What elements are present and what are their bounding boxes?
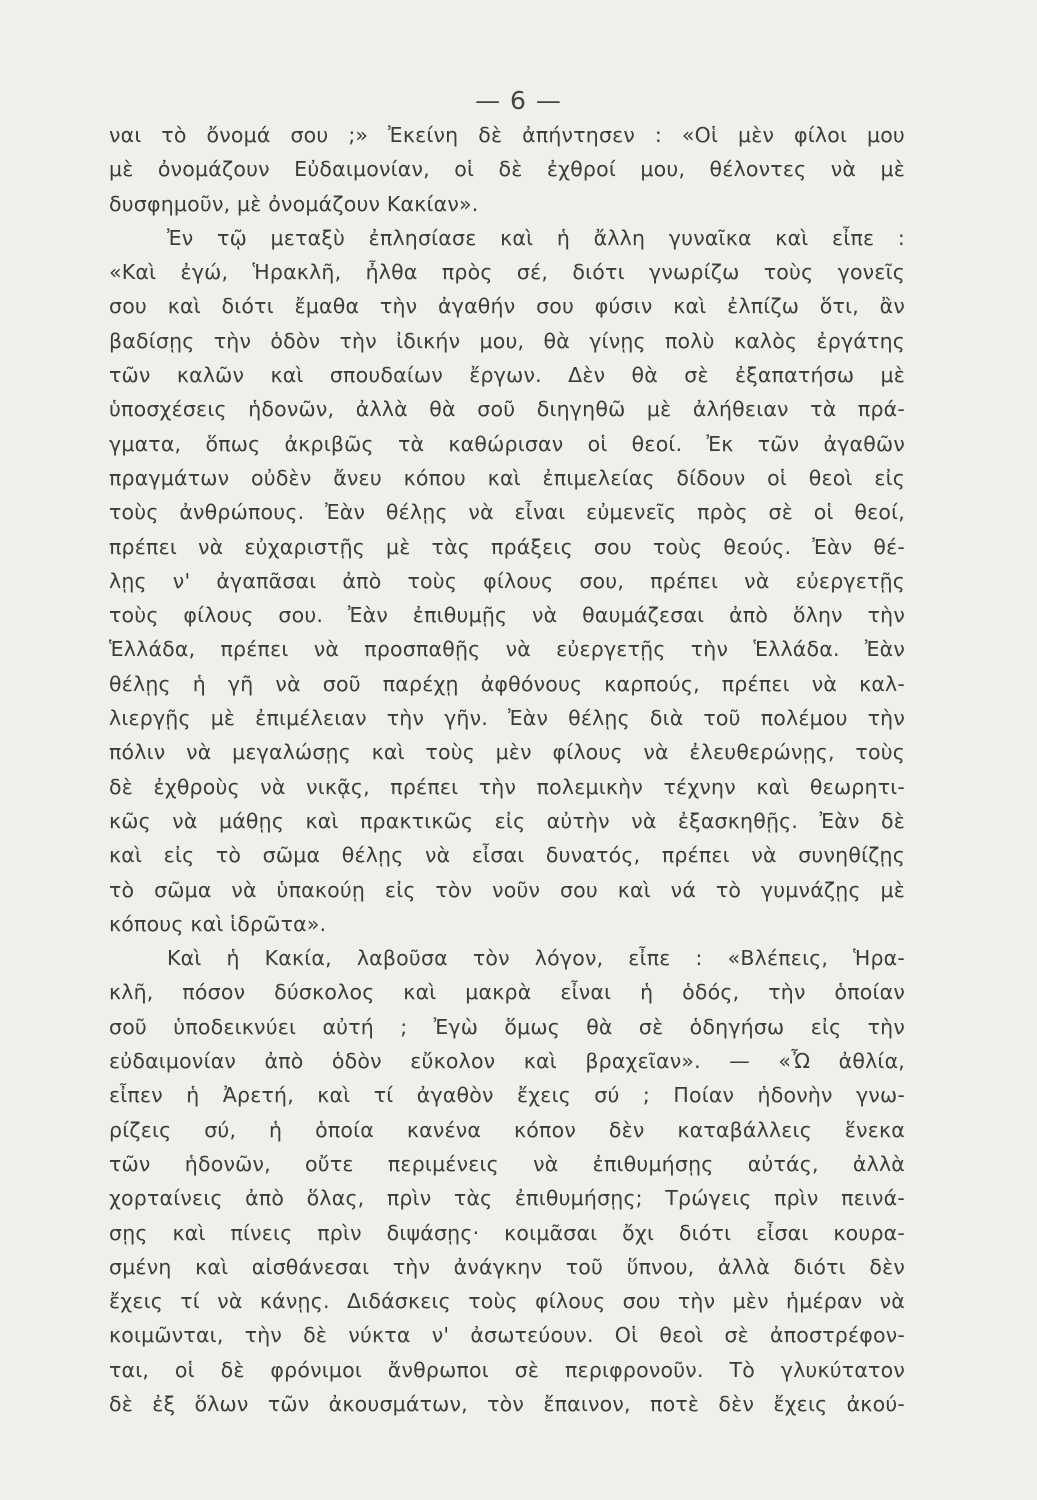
text-line: δυσφημοῦν, μὲ ὀνομάζουν Κακίαν». — [109, 191, 479, 216]
text-line: σμένη καὶ αἰσθάνεσαι τὴν ἀνάγκην τοῦ ὕπνου, ἀλλὰ διότι δὲν — [109, 1254, 905, 1279]
text-line: ναι τὸ ὄνομά σου ;» Ἐκείνη δὲ ἀπήντησεν : «Οἱ μὲν φίλοι μου — [109, 123, 905, 147]
text-line: ται, οἱ δὲ φρόνιμοι ἄνθρωποι σὲ περιφρονοῦν. Τὸ γλυκύτατον — [109, 1357, 905, 1382]
text-line: κοιμῶνται, τὴν δὲ νύκτα ν' ἀσωτεύουν. Οἱ θεοὶ σὲ ἀποστρέφον- — [109, 1323, 905, 1348]
text-line: Ἐν τῷ μεταξὺ ἐπλησίασε καὶ ἡ ἄλλη γυναῖκα καὶ εἶπε : — [167, 225, 905, 250]
text-line: βαδίσῃς τὴν ὁδὸν τὴν ἰδικήν μου, θὰ γίνῃς πολὺ καλὸς ἐργάτης — [109, 328, 905, 353]
text-line: λῃς ν' ἀγαπᾶσαι ἀπὸ τοὺς φίλους σου, πρέπει νὰ εὐεργετῇς — [109, 568, 905, 593]
text-line: τὸ σῶμα νὰ ὑπακούῃ εἰς τὸν νοῦν σου καὶ νά τὸ γυμνάζῃς μὲ — [109, 877, 905, 902]
text-line: ρίζεις σύ, ἡ ὁποία κανένα κόπον δὲν καταβάλλεις ἕνεκα — [109, 1117, 905, 1142]
text-line: λιεργῇς μὲ ἐπιμέλειαν τὴν γῆν. Ἐὰν θέλῃς διὰ τοῦ πολέμου τὴν — [109, 706, 905, 731]
text-line: ἔχεις τί νὰ κάνῃς. Διδάσκεις τοὺς φίλους σου τὴν μὲν ἡμέραν νὰ — [109, 1289, 905, 1314]
body-text — [109, 118, 905, 1421]
text-line: μὲ ὀνομάζουν Εὐδαιμονίαν, οἱ δὲ ἐχθροί μου, θέλοντες νὰ μὲ — [109, 157, 905, 182]
text-line: Καὶ ἡ Κακία, λαβοῦσα τὸν λόγον, εἶπε : «Βλέπεις, Ἡρα- — [167, 946, 905, 971]
text-line: καὶ εἰς τὸ σῶμα θέλῃς νὰ εἶσαι δυνατός, πρέπει νὰ συνηθίζῃς — [109, 843, 905, 868]
text-line: κόπους καὶ ἱδρῶτα». — [109, 911, 327, 936]
text-line: δὲ ἐχθροὺς νὰ νικᾷς, πρέπει τὴν πολεμικὴν τέχνην καὶ θεωρητι- — [109, 774, 905, 799]
text-line: χορταίνεις ἀπὸ ὅλας, πρὶν τὰς ἐπιθυμήσῃς; Τρώγεις πρὶν πεινά- — [109, 1186, 905, 1211]
text-line: «Καὶ ἐγώ, Ἡρακλῆ, ἦλθα πρὸς σέ, διότι γνωρίζω τοὺς γονεῖς — [109, 260, 905, 285]
text-line: θέλῃς ἡ γῆ νὰ σοῦ παρέχῃ ἀφθόνους καρπούς, πρέπει νὰ καλ- — [109, 671, 905, 696]
page-number: — 6 — — [475, 86, 562, 115]
text-line: τοὺς φίλους σου. Ἐὰν ἐπιθυμῇς νὰ θαυμάζεσαι ἀπὸ ὅλην τὴν — [109, 603, 905, 628]
text-line: τοὺς ἀνθρώπους. Ἐὰν θέλῃς νὰ εἶναι εὐμενεῖς πρὸς σὲ οἱ θεοί, — [109, 500, 905, 525]
text-line: τῶν ἡδονῶν, οὔτε περιμένεις νὰ ἐπιθυμήσῃς αὐτάς, ἀλλὰ — [109, 1151, 905, 1176]
text-line: σου καὶ διότι ἔμαθα τὴν ἀγαθήν σου φύσιν καὶ ἐλπίζω ὅτι, ἂν — [109, 294, 905, 319]
text-line: εὐδαιμονίαν ἀπὸ ὁδὸν εὔκολον καὶ βραχεῖαν». — «Ὦ ἀθλία, — [109, 1049, 905, 1074]
text-line: σοῦ ὑποδεικνύει αὐτή ; Ἐγὼ ὅμως θὰ σὲ ὁδηγήσω εἰς τὴν — [109, 1014, 905, 1039]
text-line: Ἑλλάδα, πρέπει νὰ προσπαθῇς νὰ εὐεργετῇς τὴν Ἑλλάδα. Ἐὰν — [109, 637, 905, 662]
text-line: εἶπεν ἡ Ἀρετή, καὶ τί ἀγαθὸν ἔχεις σύ ; Ποίαν ἡδονὴν γνω- — [109, 1083, 905, 1108]
text-line: κῶς νὰ μάθῃς καὶ πρακτικῶς εἰς αὐτὴν νὰ ἐξασκηθῇς. Ἐὰν δὲ — [109, 808, 905, 833]
text-line: σῃς καὶ πίνεις πρὶν διψάσῃς· κοιμᾶσαι ὄχι διότι εἶσαι κουρα- — [109, 1220, 905, 1245]
text-line: κλῆ, πόσον δύσκολος καὶ μακρὰ εἶναι ἡ ὁδός, τὴν ὁποίαν — [109, 980, 905, 1005]
text-line: ὑποσχέσεις ἡδονῶν, ἀλλὰ θὰ σοῦ διηγηθῶ μὲ ἀλήθειαν τὰ πρά- — [109, 397, 905, 422]
text-line: γματα, ὅπως ἀκριβῶς τὰ καθώρισαν οἱ θεοί. Ἐκ τῶν ἀγαθῶν — [109, 431, 905, 456]
text-line: τῶν καλῶν καὶ σπουδαίων ἔργων. Δὲν θὰ σὲ ἐξαπατήσω μὲ — [109, 363, 905, 388]
text-line: πρέπει νὰ εὐχαριστῇς μὲ τὰς πράξεις σου τοὺς θεούς. Ἐὰν θέ- — [109, 534, 905, 559]
text-line: δὲ ἐξ ὅλων τῶν ἀκουσμάτων, τὸν ἔπαινον, ποτὲ δὲν ἔχεις ἀκού- — [109, 1391, 905, 1416]
text-line: πραγμάτων οὐδὲν ἄνευ κόπου καὶ ἐπιμελείας δίδουν οἱ θεοὶ εἰς — [109, 465, 905, 490]
text-line: πόλιν νὰ μεγαλώσῃς καὶ τοὺς μὲν φίλους νὰ ἐλευθερώνῃς, τοὺς — [109, 740, 905, 765]
